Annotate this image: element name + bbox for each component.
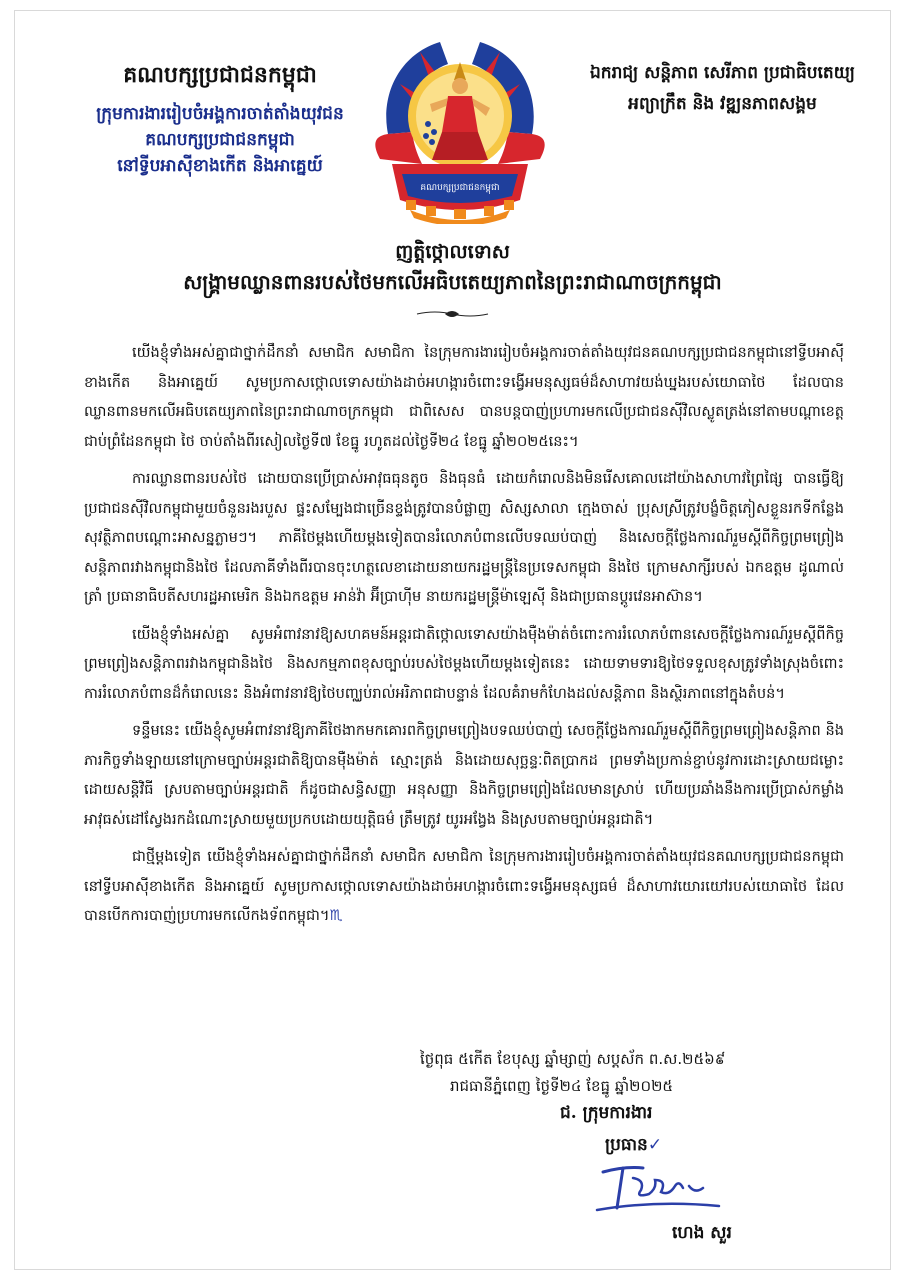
title-sub: សង្គ្រាមឈ្លានពានរបស់ថៃមកលើអធិបតេយ្យភាពនៃព្រះរាជាណាចក្រកម្ពុជា (183, 269, 722, 294)
title-main: ញត្តិថ្កោលទោស (395, 241, 510, 263)
handwritten-signature (595, 1158, 725, 1218)
solar-date: រាជធានីភ្នំពេញ ថ្ងៃទី២៤ ខែធ្នូ ឆ្នាំ២០២៥ (450, 1077, 674, 1095)
signer-role-text: ប្រធាន (605, 1135, 648, 1155)
right-header (560, 58, 885, 119)
left-header (70, 60, 370, 180)
paragraph-3: យើងខ្ញុំទាំងអស់គ្នា សូមអំពាវនាវឱ្យសហគមន៍អន្តរជាតិថ្កោលទោសយ៉ាងម៉ឺងម៉ាត់ចំពោះការរំលោភបំពានសេចក្តីថ្លែងការណ៍រួមស្តីពីកិច្ចព្រមព្រៀងសន្តិភាពរវាងកម្ពុជានិងថៃ និងសកម្មភាពខុសច្បាប់របស់ថៃម្តងហើយម្តងទៀតនេះ ដោយទាមទារឱ្យថៃទទួលខុសត្រូវទាំងស្រុងចំពោះការរំលោភបំពានដ៏កំរោលនេះ និងអំពាវនាវឱ្យថៃបញ្ឈប់រាល់អរិភាពជាបន្ទាន់ ដែលគំរាមកំហែងដល់សន្តិភាព និងស្ថិរភាពនៅក្នុងតំបន់។ (84, 625, 844, 702)
initial-mark-icon: ✓ (647, 1135, 663, 1155)
signer-role (605, 1132, 745, 1158)
motto-line-1: ឯករាជ្យ សន្តិភាព សេរីភាព ប្រជាធិបតេយ្យ (590, 63, 855, 83)
body-text (84, 338, 844, 939)
committee-line-1: ក្រុមការងាររៀបចំអង្គការចាត់តាំងយុវជន (96, 103, 344, 124)
paragraph-5 (84, 842, 844, 931)
ornament-divider (415, 304, 490, 324)
logo-gear (392, 164, 528, 224)
motto-line-2: អព្យាក្រឹត និង វឌ្ឍនភាពសង្គម (628, 93, 817, 114)
paragraph-4: ទន្ទឹមនេះ យើងខ្ញុំសូមអំពាវនាវឱ្យភាគីថៃងាកមកគោរពកិច្ចព្រមព្រៀងបទឈប់បាញ់ សេចក្តីថ្លែងការណ៍រួមស្តីពីកិច្ចព្រមព្រៀងសន្តិភាព និងភារកិច្ចទាំងឡាយនៅក្រោមច្បាប់អន្តរជាតិឱ្យបានម៉ឺងម៉ាត់ ស្មោះត្រង់ និងដោយសុច្ឆន្ទៈពិតប្រាកដ ព្រមទាំងប្រកាន់ខ្ជាប់នូវការដោះស្រាយជម្លោះដោយសន្តិវិធី ស្របតាមច្បាប់អន្តរជាតិ ក៏ដូចជាសន្ធិសញ្ញា អនុសញ្ញា និងកិច្ចព្រមព្រៀងដែលមានស្រាប់ ហើយប្រឆាំងនឹងការប្រើប្រាស់កម្លាំងអាវុធស់ដៅស្វែងរកដំណោះស្រាយមួយប្រកបដោយយុត្តិធម៌ ត្រឹមត្រូវ យូរអង្វែង និងស្របតាមច្បាប់អន្តរជាតិ។ (84, 722, 844, 828)
document-title (40, 238, 865, 297)
paragraph-5-text: ជាថ្មីម្តងទៀត យើងខ្ញុំទាំងអស់គ្នាជាថ្នាក់ដឹកនាំ សមាជិក សមាជិកា នៃក្រុមការងាររៀបចំអង្គការចាត់តាំងយុវជនគណបក្សប្រជាជនកម្ពុជានៅទ្វីបអាស៊ីខាងកើត និងអាគ្នេយ៍ សូមប្រកាសថ្កោលទោសយ៉ាងដាច់អហង្ការចំពោះទង្វើអមនុស្សធម៌ ដ៏សាហាវយោរយៅរបស់យោធាថៃ ដែលបានបើកការបាញ់ប្រហារមកលើកងទ័ពកម្ពុជា។ (84, 848, 844, 924)
lunar-date: ថ្ងៃពុធ ៥កើត ខែបុស្ស ឆ្នាំម្សាញ់ សប្តស័ក ព.ស.២៥៦៩ (420, 1050, 726, 1068)
party-logo-emblem (370, 24, 550, 224)
paragraph-2: ការឈ្លានពានរបស់ថៃ ដោយបានប្រើប្រាស់អាវុធធុនតូច និងធុនធំ ដោយកំរោលនិងមិនរើសគោលដៅយ៉ាងសាហាវព្រៃផ្សៃ បានធ្វើឱ្យប្រជាជនស៊ីវិលកម្ពុជាមួយចំនួនរងរបួស ផ្ទះសម្បែងជាច្រើនខ្ទង់ត្រូវបានបំផ្លាញ សិស្សសាលា ក្មេងចាស់ ប្រុសស្រីត្រូវបង្ខំចិត្តភៀសខ្លួនរកទីកន្លែងសុវត្ថិភាពបណ្តោះអាសន្នភ្លាមៗ។ ភាគីថៃម្តងហើយម្តងទៀតបានរំលោភបំពានលើបទឈប់បាញ់ និងសេចក្តីថ្លែងការណ៍រួមស្តីពីកិច្ចព្រមព្រៀងសន្តិភាពរវាងកម្ពុជានិងថៃ ដែលភាគីទាំងពីរបានចុះហត្ថលេខាដោយនាយករដ្ឋមន្ត្រីនៃប្រទេសកម្ពុជា និងថៃ ក្រោមសាក្សីរបស់ ឯកឧត្តម ដូណាល់ ត្រាំ ប្រធានាធិបតីសហរដ្ឋអាមេរិក និងឯកឧត្តម អាន់វ៉ា អ៊ីប្រាហ៊ីម នាយករដ្ឋមន្ត្រីម៉ាឡេស៊ី និងជាប្រធានប្តូរវេនអាស៊ាន។ (84, 470, 844, 605)
committee-line-2: គណបក្សប្រជាជនកម្ពុជា (145, 130, 295, 151)
end-mark-icon: ♏ (329, 907, 343, 924)
logo-caption: គណបក្សប្រជាជនកម្ពុជា (420, 183, 500, 193)
signature-block (545, 1098, 745, 1158)
party-logo (370, 24, 550, 224)
date-block (420, 1046, 850, 1100)
signer-name: ហេង សួរ (672, 1223, 732, 1243)
party-name: គណបក្សប្រជាជនកម្ពុជា (123, 62, 317, 88)
signer-org: ជ. ក្រុមការងារ (560, 1103, 653, 1123)
committee-line-3: នៅទ្វីបអាស៊ីខាងកើត និងអាគ្នេយ៍ (117, 156, 323, 177)
paragraph-1: យើងខ្ញុំទាំងអស់គ្នាជាថ្នាក់ដឹកនាំ សមាជិក សមាជិកា នៃក្រុមការងាររៀបចំអង្គការចាត់តាំងយុវជនគណបក្សប្រជាជនកម្ពុជានៅទ្វីបអាស៊ីខាងកើត និងអាគ្នេយ៍ សូមប្រកាសថ្កោលទោសយ៉ាងដាច់អហង្ការចំពោះទង្វើអមនុស្សធម៌ដ៏សាហាវយង់ឃ្នងរបស់យោធាថៃ ដែលបានឈ្លានពានមកលើអធិបតេយ្យភាពនៃព្រះរាជាណាចក្រកម្ពុជា ជាពិសេស បានបន្តបាញ់ប្រហារមកលើប្រជាជនស៊ីវិលស្លូតត្រង់នៅតាមបណ្តាខេត្តជាប់ព្រំដែនកម្ពុជា ថៃ ចាប់តាំងពីរសៀលថ្ងៃទី៧ ខែធ្នូ រហូតដល់ថ្ងៃទី២៤ ខែធ្នូ ឆ្នាំ២០២៥នេះ។ (84, 344, 844, 450)
